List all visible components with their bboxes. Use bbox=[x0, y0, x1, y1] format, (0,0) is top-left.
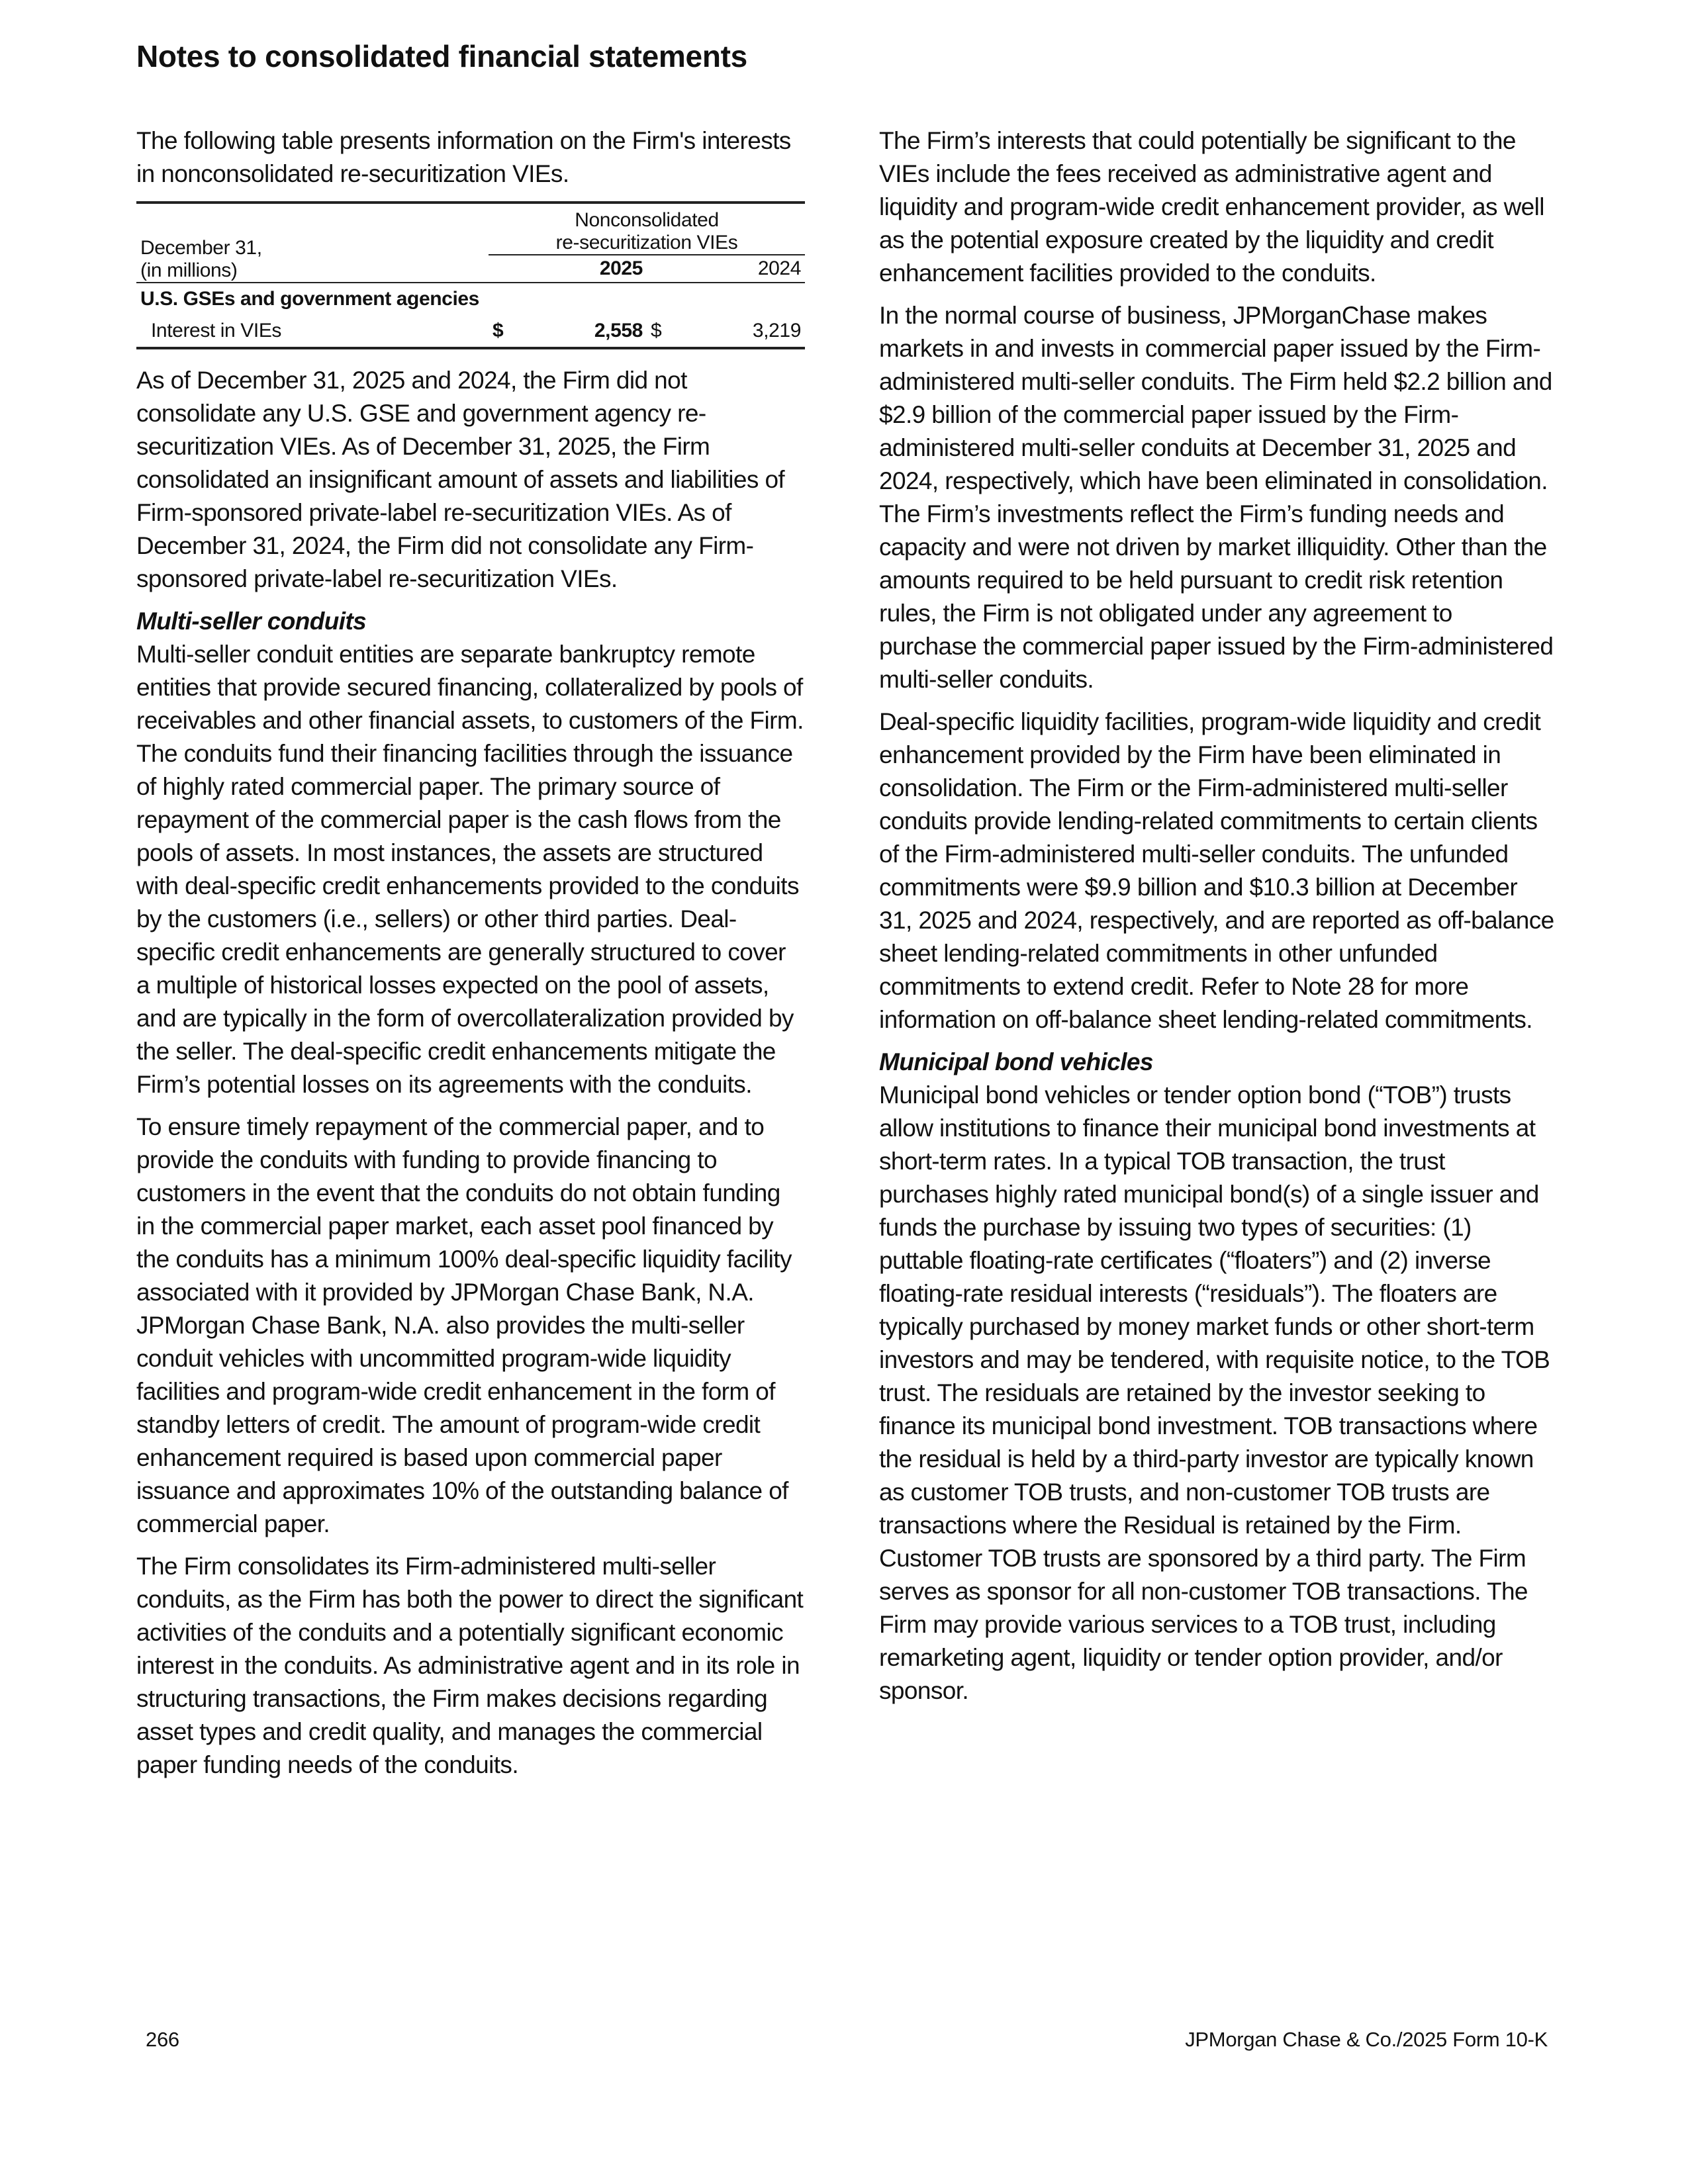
paragraph-interests: The Firm’s interests that could potentially be significant to the VIEs include the fees received as administrative agent and liquidity and program-wide credit enhancement provider, as well as the potential exposure created by the liquidity and credit enhancement facilities provided to the conduits. bbox=[879, 127, 1544, 287]
right-column bbox=[879, 124, 1554, 1717]
value-2024: 3,219 bbox=[681, 315, 805, 348]
re-securitization-vie-table bbox=[136, 201, 805, 349]
table-row-label: Interest in VIEs bbox=[136, 315, 489, 348]
paragraph-liquidity-facilities: Deal-specific liquidity facilities, program-wide liquidity and credit enhancement provided by the Firm have been eliminated in consolidation. The Firm or the Firm-administered multi-seller conduits provide lending-related commitments to certain clients of the Firm-administered multi-seller conduits. The unfunded commitments were $9.9 billion and $10.3 billion at December 31, 2025 and 2024, respectively, and are reported as off-balance sheet lending-related commitments in other unfunded commitments to extend credit. Refer to Note 28 for more information on off-balance sheet lending-related commitments. bbox=[879, 708, 1554, 1033]
publication-footer: JPMorgan Chase & Co./2025 Form 10-K bbox=[1185, 2028, 1548, 2051]
table-group-header: Nonconsolidated re-securitization VIEs bbox=[489, 203, 805, 255]
left-column bbox=[136, 124, 805, 1791]
page-title: Notes to consolidated financial statements bbox=[136, 39, 747, 73]
currency-symbol: $ bbox=[647, 315, 681, 348]
paragraph-conduit-entities: Multi-seller conduit entities are separate bankruptcy remote entities that provide secured financing, collateralized by pools of receivables and other financial assets, to customers of the Firm. The conduits fund their financing facilities through the issuance of highly rated commercial paper. The primary source of repayment of the commercial paper is the cash flows from the pools of assets. In most instances, the assets are structured with deal-specific credit enhancements provided to the conduits by the customers (i.e., sellers) or other third parties. Deal-specific credit enhancements are generally structured to cover a multiple of historical losses expected on the pool of assets, and are typically in the form of overcollateralization provided by the seller. The deal-specific credit enhancements mitigate the Firm’s potential losses on its agreements with the conduits. bbox=[136, 641, 804, 1098]
table-year-2025: 2025 bbox=[599, 257, 643, 279]
subhead-municipal-bond-vehicles: Municipal bond vehicles bbox=[879, 1048, 1153, 1075]
page-number: 266 bbox=[146, 2028, 179, 2051]
paragraph-repayment: To ensure timely repayment of the commercial paper, and to provide the conduits with funding to provide financing to customers in the event that the conduits do not obtain funding in the commercial paper market, each asset pool financed by the conduits has a minimum 100% deal-specific liquidity facility associated with it provided by JPMorgan Chase Bank, N.A. JPMorgan Chase Bank, N.A. also provides the multi-seller conduit vehicles with uncommitted program-wide liquidity facilities and program-wide credit enhancement in the form of standby letters of credit. The amount of program-wide credit enhancement required is based upon commercial paper issuance and approximates 10% of the outstanding balance of commercial paper. bbox=[136, 1113, 792, 1537]
paragraph-consolidation: As of December 31, 2025 and 2024, the Firm did not consolidate any U.S. GSE and government agency re-securitization VIEs. As of December 31, 2025, the Firm consolidated an insignificant amount of assets and liabilities of Firm-sponsored private-label re-securitization VIEs. As of December 31, 2024, the Firm did not consolidate any Firm-sponsored private-label re-securitization VIEs. bbox=[136, 367, 785, 592]
table-section-row: U.S. GSEs and government agencies bbox=[136, 283, 805, 315]
table-unit-label: (in millions) bbox=[140, 259, 238, 281]
paragraph-commercial-paper: In the normal course of business, JPMorganChase makes markets in and invests in commercial paper issued by the Firm-administered multi-seller conduits. The Firm held $2.2 billion and $2.9 billion of the commercial paper issued by the Firm-administered multi-seller conduits at December 31, 2025 and 2024, respectively, which have been eliminated in consolidation. The Firm’s investments reflect the Firm’s funding needs and capacity and were not driven by market illiquidity. Other than the amounts required to be held pursuant to credit risk retention rules, the Firm is not obligated under any agreement to purchase the commercial paper issued by the Firm-administered multi-seller conduits. bbox=[879, 302, 1554, 693]
table-year-2024: 2024 bbox=[757, 257, 801, 279]
value-2025: 2,558 bbox=[523, 315, 647, 348]
subhead-multi-seller-conduits: Multi-seller conduits bbox=[136, 608, 367, 635]
paragraph-tob-trusts: Municipal bond vehicles or tender option bond (“TOB”) trusts allow institutions to finance their municipal bond investments at short-term rates. In a typical TOB transaction, the trust purchases highly rated municipal bond(s) of a single issuer and funds the purchase by issuing two types of securities: (1) puttable floating-rate certificates (“floaters”) and (2) inverse floating-rate residual interests (“residuals”). The floaters are typically purchased by money market funds or other short-term investors and may be tendered, with requisite notice, to the TOB trust. The residuals are retained by the investor seeking to finance its municipal bond investment. TOB transactions where the residual is held by a third-party investor are typically known as customer TOB trusts, and non-customer TOB trusts are transactions where the Residual is retained by the Firm. Customer TOB trusts are sponsored by a third party. The Firm serves as sponsor for all non-customer TOB transactions. The Firm may provide various services to a TOB trust, including remarketing agent, liquidity or tender option provider, and/or sponsor. bbox=[879, 1081, 1550, 1704]
table-date-label: December 31, bbox=[140, 237, 262, 259]
table-row bbox=[136, 315, 805, 348]
paragraph-firm-consolidates: The Firm consolidates its Firm-administered multi-seller conduits, as the Firm has both the power to direct the significant activities of the conduits and a potentially significant economic interest in the conduits. As administrative agent and in its role in structuring transactions, the Firm makes decisions regarding asset types and credit quality, and manages the commercial paper funding needs of the conduits. bbox=[136, 1553, 804, 1778]
currency-symbol: $ bbox=[489, 315, 523, 348]
table-intro: The following table presents information on the Firm's interests in nonconsolidated re-securitization VIEs. bbox=[136, 127, 791, 187]
table-row-label-header bbox=[136, 203, 489, 283]
